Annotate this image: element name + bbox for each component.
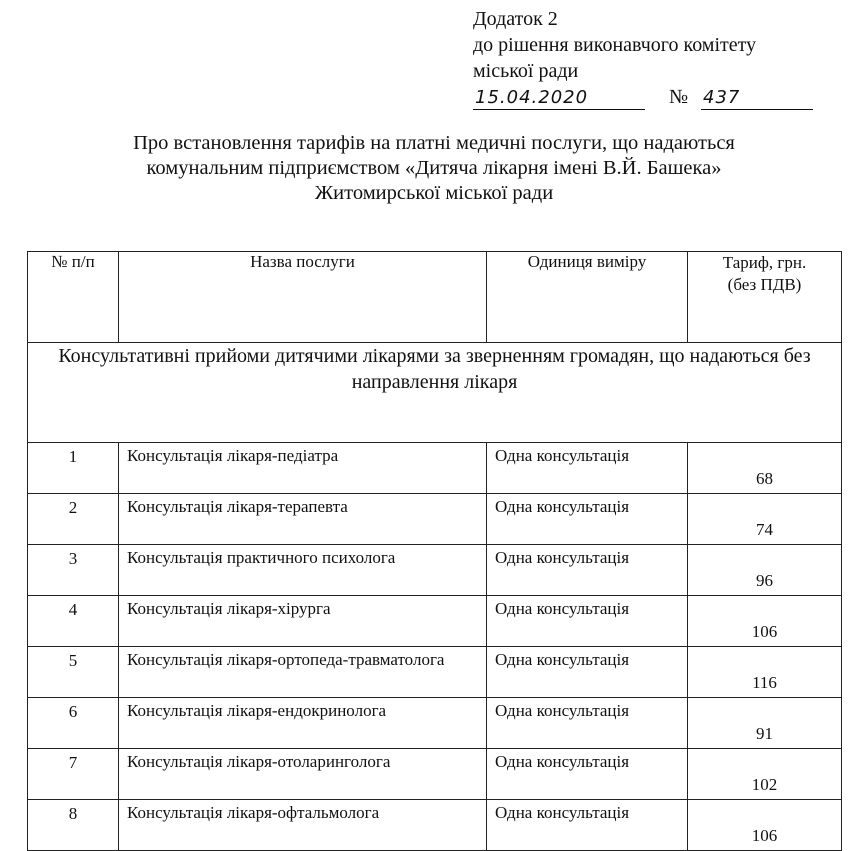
appendix-council: міської ради: [473, 60, 579, 82]
appendix-title: Додаток 2: [473, 8, 558, 30]
unit-of-measure: Одна консультація: [487, 698, 688, 749]
unit-of-measure: Одна консультація: [487, 545, 688, 596]
section-title: Консультативні прийоми дитячими лікарями за зверненням громадян, що надаються без направлення лікаря: [28, 343, 842, 443]
appendix-block: [473, 6, 756, 112]
unit-of-measure: Одна консультація: [487, 494, 688, 545]
service-name: Консультація лікаря-отоларинголога: [119, 749, 487, 800]
unit-of-measure: Одна консультація: [487, 596, 688, 647]
decision-date: 15.04.2020: [473, 85, 645, 110]
service-name: Консультація лікаря-ендокринолога: [119, 698, 487, 749]
row-number: 7: [28, 749, 119, 800]
tariff-value: 106: [688, 800, 842, 851]
row-number: 8: [28, 800, 119, 851]
table-row: [28, 698, 842, 749]
decision-number: 437: [701, 85, 813, 110]
table-header-row: [28, 252, 842, 343]
title-line-2: комунальним підприємством «Дитяча лікарня імені В.Й. Башека»: [146, 157, 722, 179]
unit-of-measure: Одна консультація: [487, 749, 688, 800]
header-tariff: [688, 252, 842, 343]
tariff-value: 96: [688, 545, 842, 596]
row-number: 5: [28, 647, 119, 698]
service-name: Консультація лікаря-педіатра: [119, 443, 487, 494]
row-number: 2: [28, 494, 119, 545]
header-name: Назва послуги: [119, 252, 487, 343]
tariff-value: 68: [688, 443, 842, 494]
unit-of-measure: Одна консультація: [487, 647, 688, 698]
header-unit: Одиниця виміру: [487, 252, 688, 343]
appendix-decision: до рішення виконавчого комітету: [473, 34, 757, 56]
tariff-value: 74: [688, 494, 842, 545]
section-row: [28, 343, 842, 443]
tariff-value: 91: [688, 698, 842, 749]
header-tariff-line-1: Тариф, грн.: [722, 253, 807, 272]
service-name: Консультація лікаря-офтальмолога: [119, 800, 487, 851]
document-title: [0, 131, 868, 206]
tariff-value: 116: [688, 647, 842, 698]
header-num: № п/п: [28, 252, 119, 343]
decision-date-number: [473, 84, 756, 112]
table-row: [28, 494, 842, 545]
service-name: Консультація лікаря-ортопеда-травматолога: [119, 647, 487, 698]
unit-of-measure: Одна консультація: [487, 800, 688, 851]
tariff-table: [27, 251, 842, 851]
tariff-value: 106: [688, 596, 842, 647]
header-tariff-line-2: (без ПДВ): [727, 275, 802, 294]
table-row: [28, 749, 842, 800]
row-number: 4: [28, 596, 119, 647]
service-name: Консультація практичного психолога: [119, 545, 487, 596]
row-number: 3: [28, 545, 119, 596]
service-name: Консультація лікаря-хірурга: [119, 596, 487, 647]
table-row: [28, 596, 842, 647]
tariff-value: 102: [688, 749, 842, 800]
table-row: [28, 545, 842, 596]
table-row: [28, 647, 842, 698]
table-row: [28, 800, 842, 851]
row-number: 1: [28, 443, 119, 494]
row-number: 6: [28, 698, 119, 749]
unit-of-measure: Одна консультація: [487, 443, 688, 494]
service-name: Консультація лікаря-терапевта: [119, 494, 487, 545]
title-line-1: Про встановлення тарифів на платні медичні послуги, що надаються: [133, 132, 735, 154]
number-label: №: [669, 86, 689, 108]
title-line-3: Житомирської міської ради: [314, 182, 554, 204]
table-row: [28, 443, 842, 494]
